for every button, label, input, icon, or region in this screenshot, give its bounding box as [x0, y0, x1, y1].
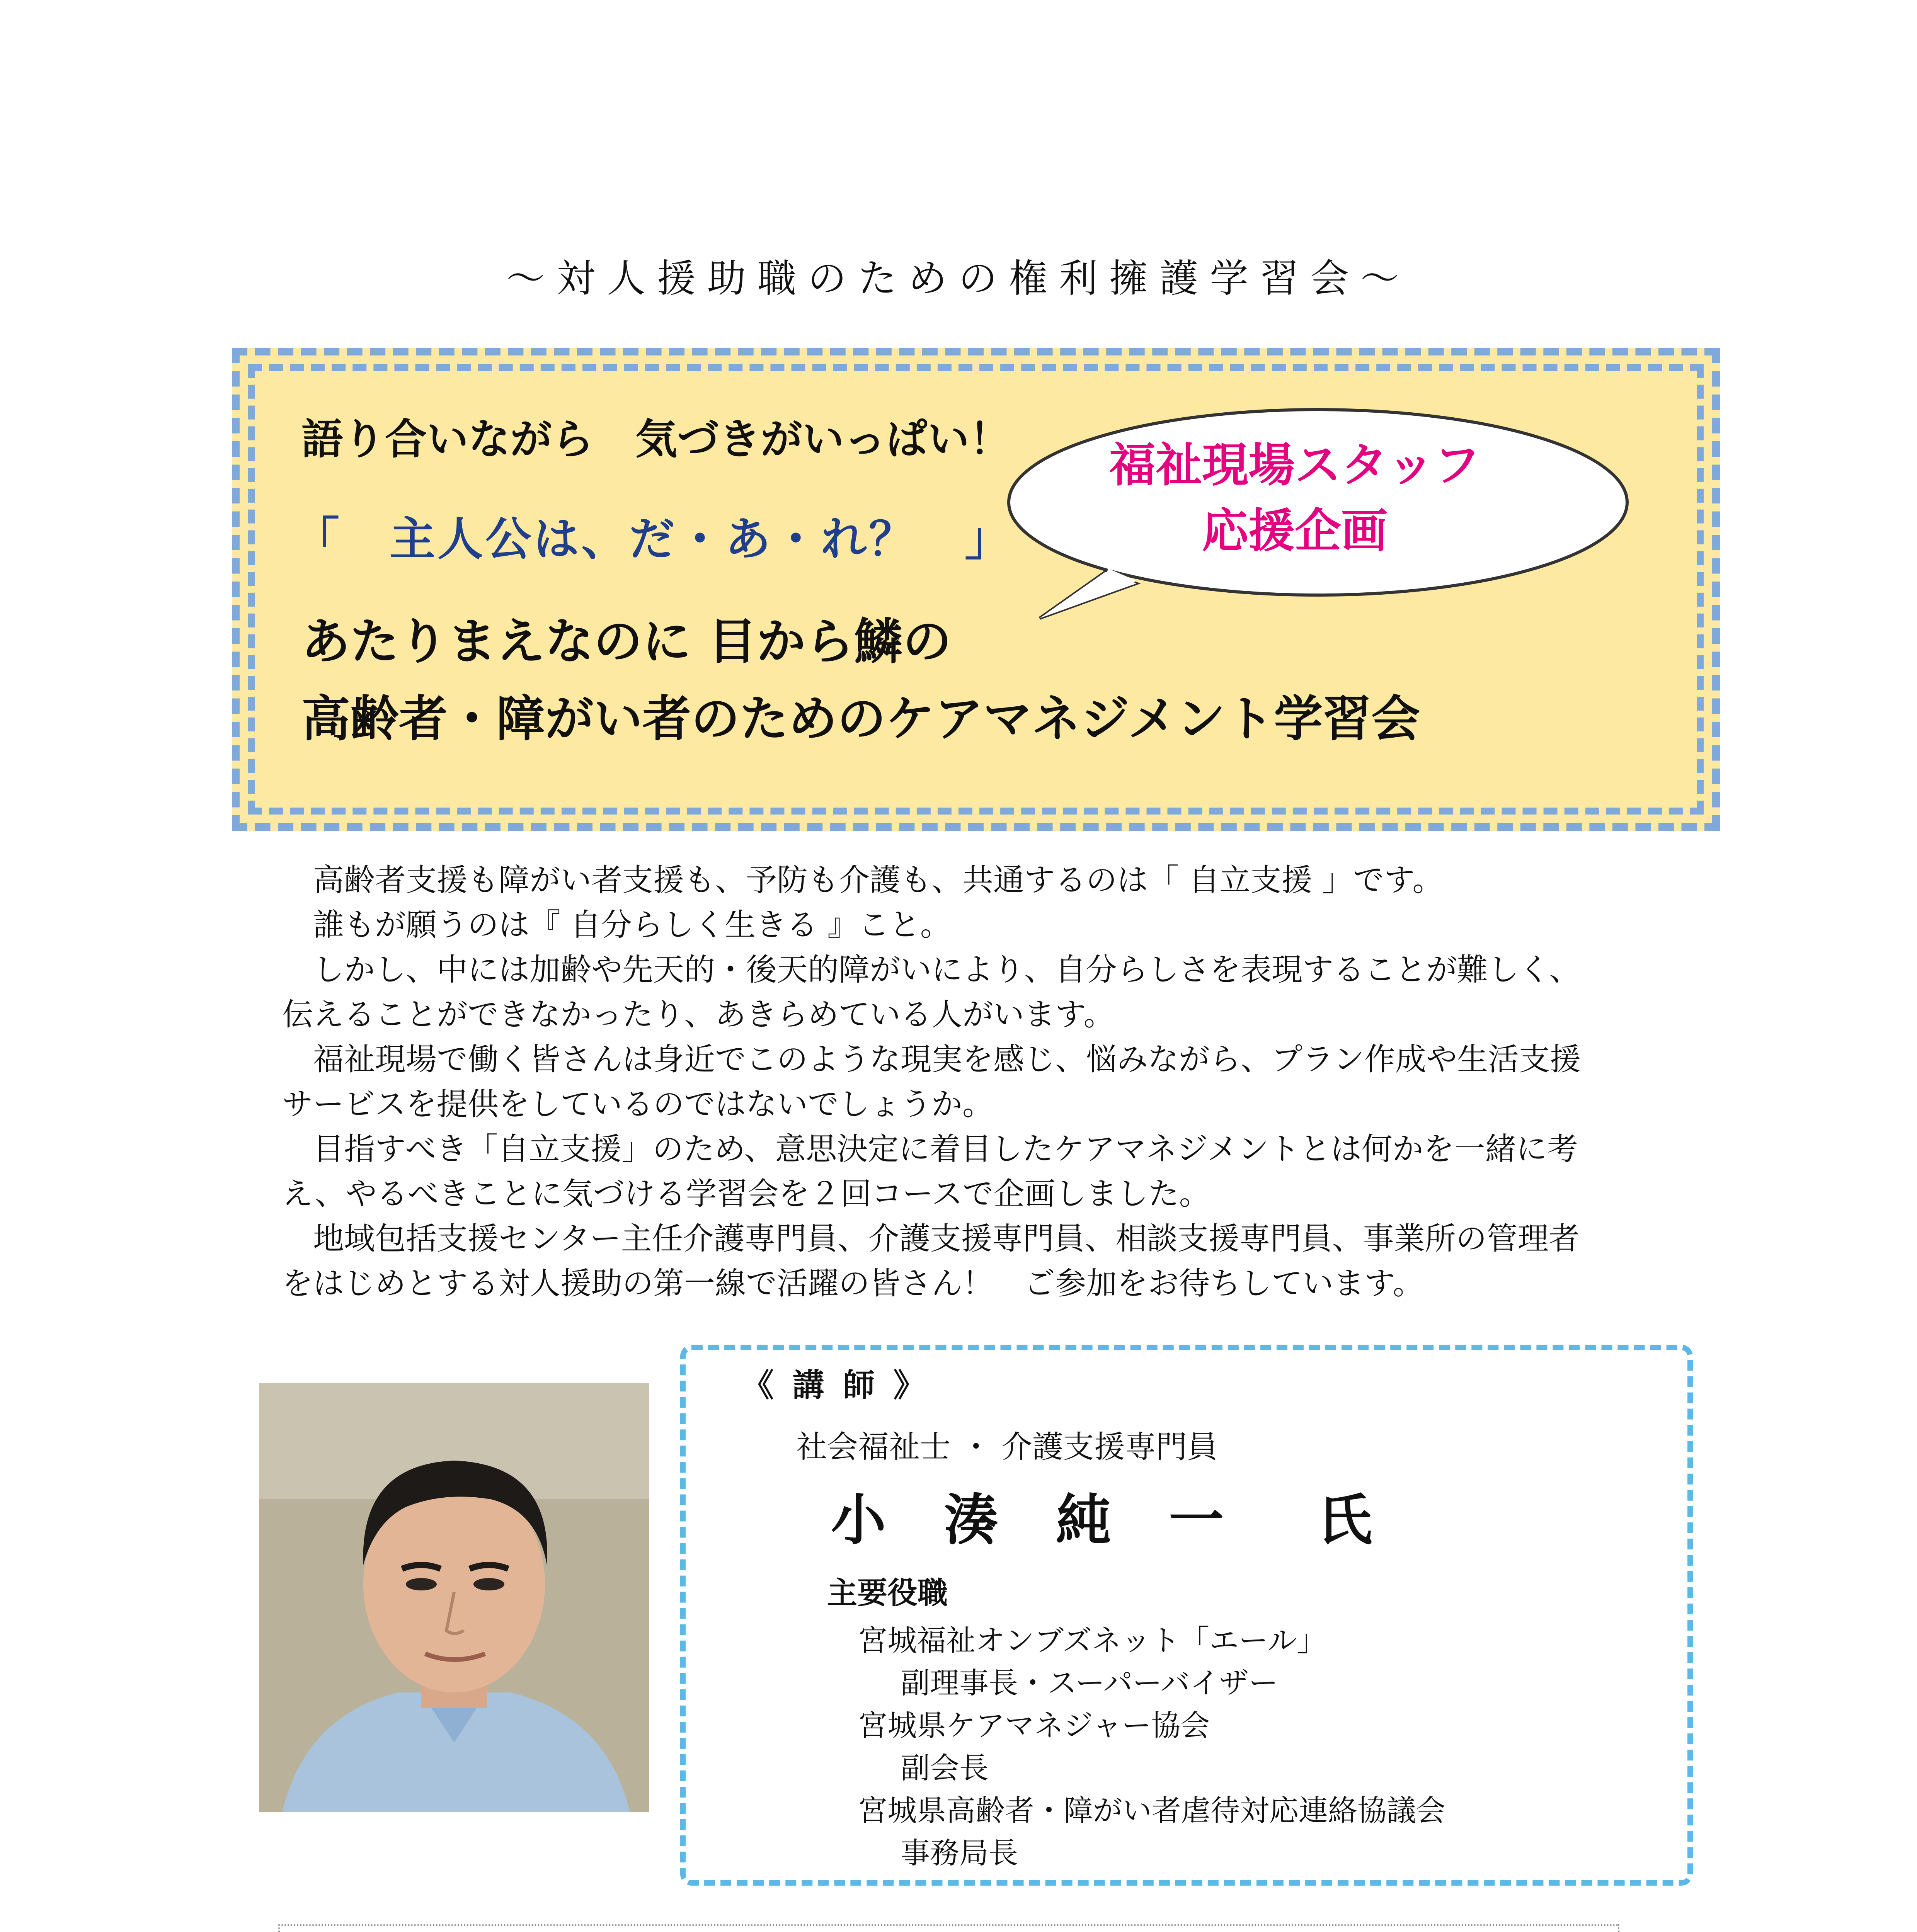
portrait-image	[259, 1383, 649, 1812]
description-line: サービスを提供をしているのではないでしょうか。	[282, 1086, 993, 1122]
bubble-line-1: 福祉現場スタッフ	[1109, 439, 1480, 492]
role-org: 宮城県高齢者・障がい者虐待対応連絡協議会	[858, 1793, 1445, 1828]
lecturer-qualification: 社会福祉士 ・ 介護支援専門員	[796, 1429, 1218, 1465]
title-line-3: あたりまえなのに 目から鱗の	[301, 613, 952, 670]
event-subtitle: ～対人援助職のための権利擁護学習会～	[506, 256, 1411, 301]
title-line-1: 語り合いながら 気づきがいっぱい！	[301, 415, 1011, 464]
role-org: 宮城福祉オンブズネット「エール」	[858, 1623, 1326, 1658]
description	[282, 858, 1712, 1306]
bubble-text	[1028, 433, 1561, 564]
role-position: 副会長	[901, 1751, 989, 1785]
session-box-1	[278, 1924, 1619, 1932]
roles-label: 主要役職	[827, 1576, 948, 1611]
description-line: 誰もが願うのは『 自分らしく生きる 』こと。	[282, 907, 951, 943]
role-org: 宮城県ケアマネジャー協会	[858, 1708, 1210, 1743]
description-line: 伝えることができなかったり、あきらめている人がいます。	[282, 997, 1115, 1032]
description-line: え、やるべきことに気づける学習会を２回コースで企画しました。	[282, 1176, 1210, 1212]
lecturer-photo	[259, 1383, 649, 1812]
role-position: 副理事長・スーパーバイザー	[901, 1666, 1278, 1700]
description-line: 福祉現場で働く皆さんは身近でこのような現実を感じ、悩みながら、プラン作成や生活支援	[282, 1041, 1581, 1077]
lecturer-label: 《 講 師 》	[742, 1367, 929, 1404]
title-line-4: 高齢者・障がい者のためのケアマネジメント学習会	[301, 690, 1420, 747]
description-line: 目指すべき「自立支援」のため、意思決定に着目したケアマネジメントとは何かを一緒に考	[282, 1131, 1578, 1167]
description-line: 地域包括支援センター主任介護専門員、介護支援専門員、相談支援専門員、事業所の管理者	[282, 1221, 1580, 1257]
description-line: しかし、中には加齢や先天的・後天的障がいにより、自分らしさを表現することが難しく、	[282, 952, 1580, 988]
description-line: をはじめとする対人援助の第一線で活躍の皆さん！ ご参加をお待ちしています。	[282, 1265, 1424, 1301]
bubble-line-2: 応援企画	[1202, 504, 1388, 558]
title-line-2: 「 主人公は、だ・あ・れ？ 」	[294, 512, 1013, 566]
role-position: 事務局長	[901, 1836, 1018, 1870]
lecturer-name: 小 湊 純 一 氏	[831, 1488, 1392, 1552]
description-line: 高齢者支援も障がい者支援も、予防も介護も、共通するのは「 自立支援 」です。	[282, 862, 1444, 898]
